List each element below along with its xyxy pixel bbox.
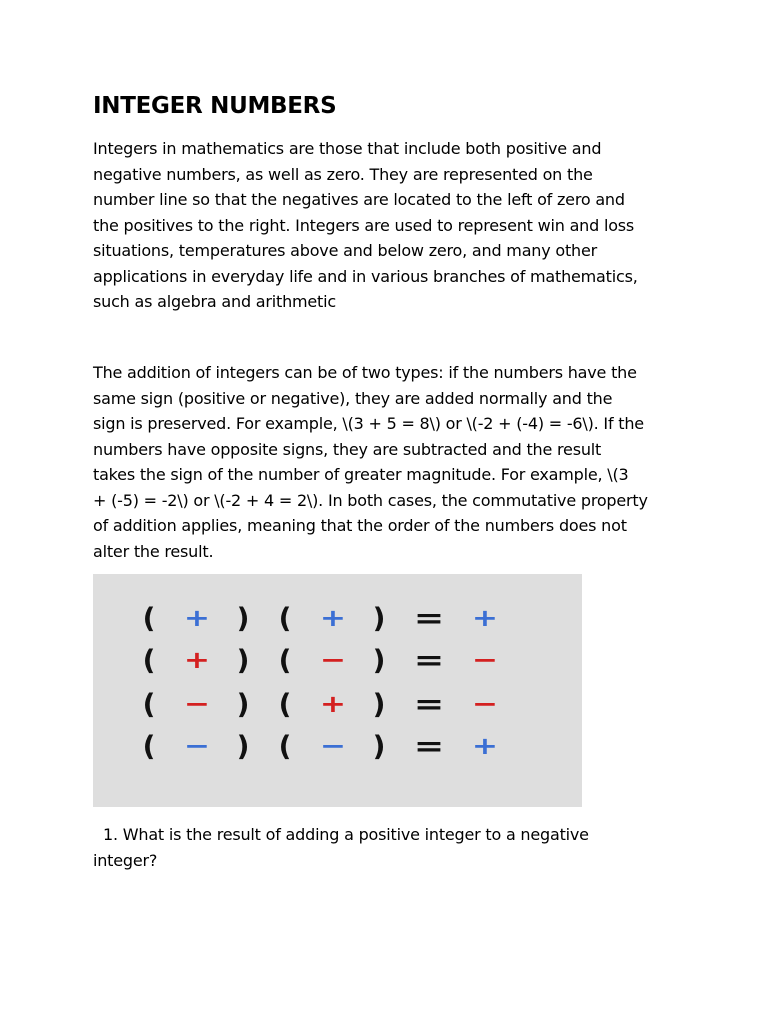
sign-a: + xyxy=(183,645,211,675)
open-paren: ( xyxy=(278,729,292,763)
close-paren: ) xyxy=(236,643,250,677)
close-paren: ) xyxy=(236,687,250,721)
close-paren: ) xyxy=(372,687,386,721)
sign-rules-image xyxy=(93,574,582,807)
paragraph-line: negative numbers, as well as zero. They are represented on the xyxy=(93,164,593,184)
equals-sign: = xyxy=(413,729,445,763)
paragraph-line: + (-5) = -2\) or \(-2 + 4 = 2\). In both cases, the commutative property xyxy=(93,490,648,510)
paragraph-line: such as algebra and arithmetic xyxy=(93,292,336,311)
paragraph-line: situations, temperatures above and below zero, and many other xyxy=(93,241,598,260)
sign-b: − xyxy=(319,731,347,761)
paragraph-line: takes the sign of the number of greater magnitude. For example, \(3 xyxy=(93,465,629,484)
sign-result: − xyxy=(471,689,499,719)
sign-a: − xyxy=(183,731,211,761)
sign-a: + xyxy=(183,603,211,633)
equals-sign: = xyxy=(413,687,445,721)
paragraph-line: the positives to the right. Integers are used to represent win and loss xyxy=(93,215,635,235)
paragraph-line: sign is preserved. For example, \(3 + 5 = 8\) or \(-2 + (-4) = -6\). If the xyxy=(93,414,644,433)
sign-a: − xyxy=(183,689,211,719)
paragraph-line: same sign (positive or negative), they are added normally and the xyxy=(93,388,613,408)
open-paren: ( xyxy=(142,643,156,677)
open-paren: ( xyxy=(278,687,292,721)
paragraph-line: applications in everyday life and in various branches of mathematics, xyxy=(93,266,638,286)
sign-b: + xyxy=(319,603,347,633)
question-line: integer? xyxy=(93,851,158,870)
sign-result: − xyxy=(471,645,499,675)
open-paren: ( xyxy=(142,601,156,635)
open-paren: ( xyxy=(142,687,156,721)
open-paren: ( xyxy=(278,601,292,635)
close-paren: ) xyxy=(372,601,386,635)
sign-result: + xyxy=(471,603,499,633)
equals-sign: = xyxy=(413,601,445,635)
sign-b: − xyxy=(319,645,347,675)
sign-b: + xyxy=(319,689,347,719)
paragraph-line: of addition applies, meaning that the order of the numbers does not xyxy=(93,516,627,535)
paragraph-line: numbers have opposite signs, they are subtracted and the result xyxy=(93,439,602,459)
close-paren: ) xyxy=(236,601,250,635)
open-paren: ( xyxy=(278,643,292,677)
equals-sign: = xyxy=(413,643,445,677)
close-paren: ) xyxy=(236,729,250,763)
paragraph-line: Integers in mathematics are those that include both positive and xyxy=(93,139,602,158)
sign-result: + xyxy=(471,731,499,761)
close-paren: ) xyxy=(372,643,386,677)
paragraph-line: number line so that the negatives are located to the left of zero and xyxy=(93,190,625,209)
document-title: INTEGER NUMBERS xyxy=(93,93,337,119)
paragraph-line: The addition of integers can be of two types: if the numbers have the xyxy=(93,363,637,382)
sign-rules-graphic xyxy=(93,574,582,807)
close-paren: ) xyxy=(372,729,386,763)
addition-paragraph xyxy=(93,360,683,564)
paragraph-line: alter the result. xyxy=(93,541,214,561)
intro-paragraph xyxy=(93,136,683,315)
open-paren: ( xyxy=(142,729,156,763)
question-1 xyxy=(93,822,683,874)
question-line: 1. What is the result of adding a positive integer to a negative xyxy=(103,825,589,844)
